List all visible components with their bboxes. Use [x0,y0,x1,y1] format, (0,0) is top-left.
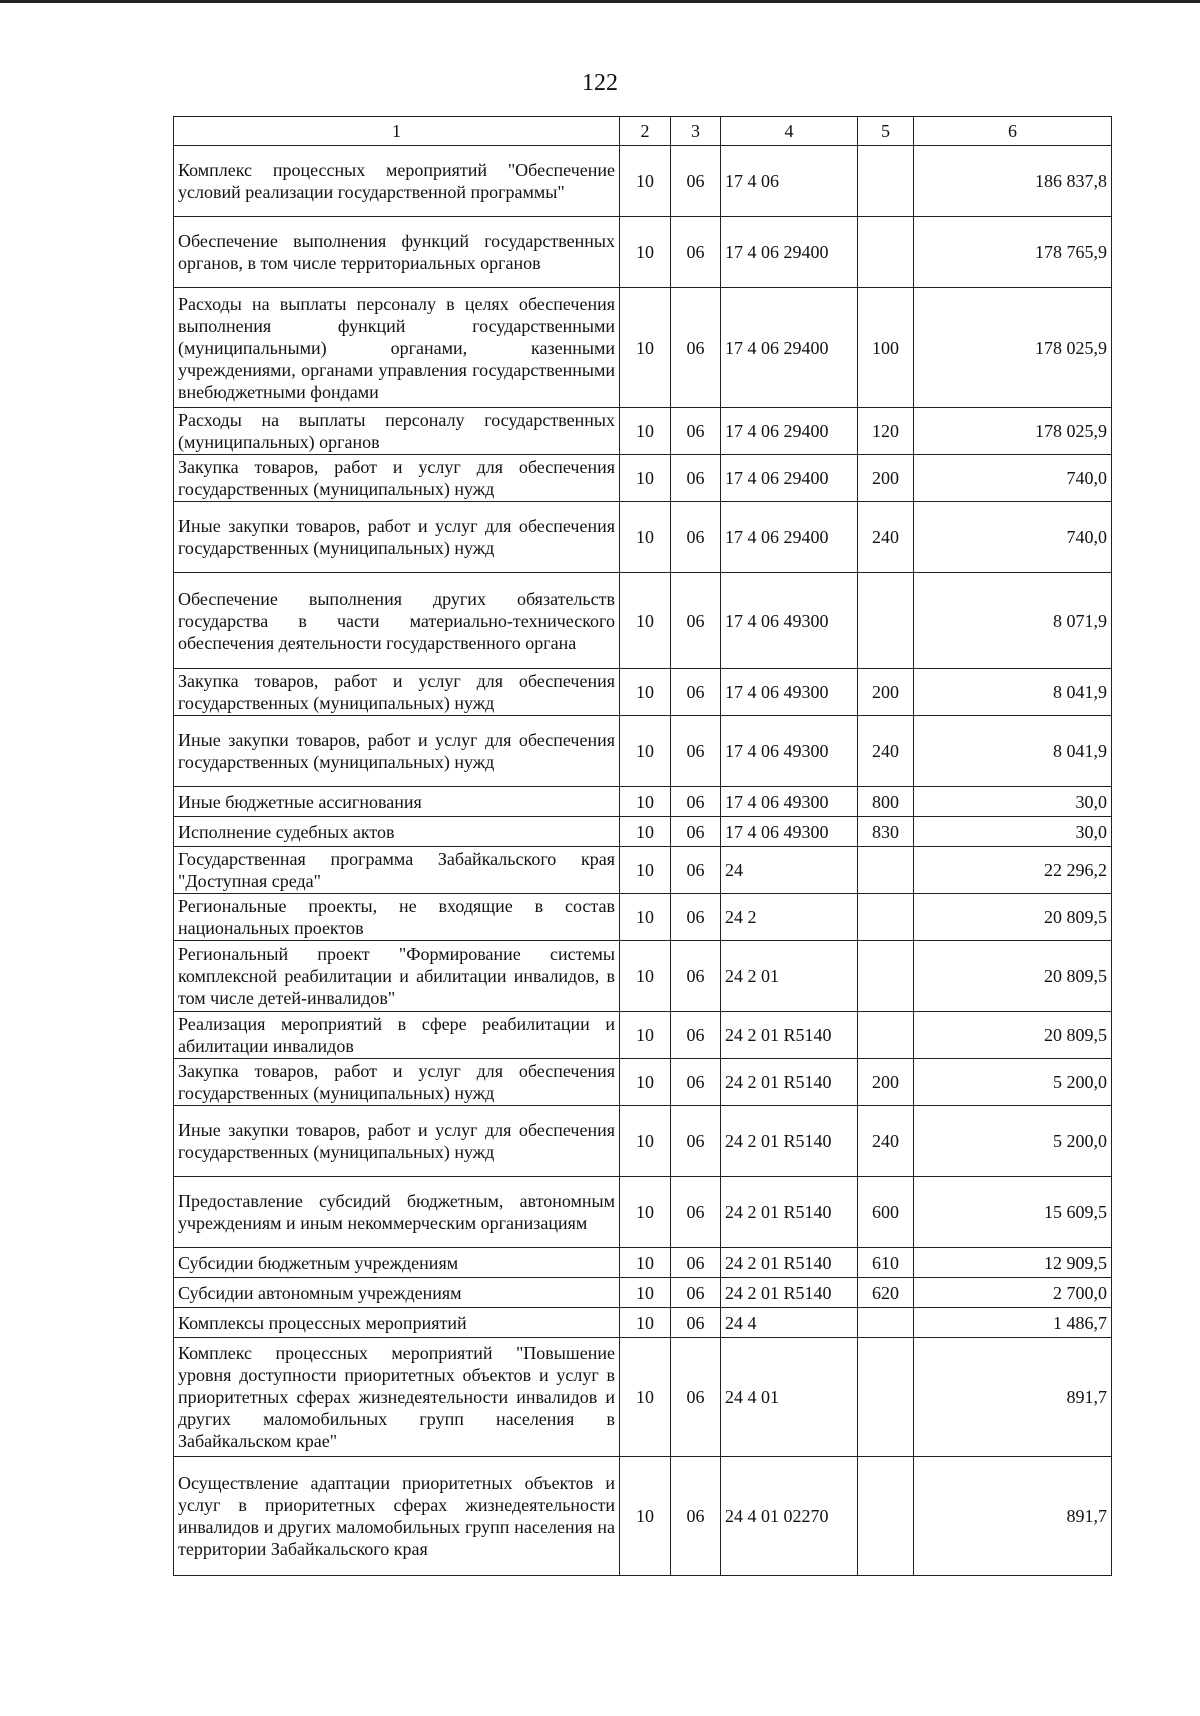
row-name: Расходы на выплаты персоналу государственных (муниципальных) органов [174,408,620,455]
row-target-code: 17 4 06 29400 [721,502,858,573]
row-name: Иные закупки товаров, работ и услуг для обеспечения государственных (муниципальных) нужд [174,1106,620,1177]
row-amount: 2 700,0 [914,1278,1112,1308]
row-subsection: 06 [671,146,721,217]
row-subsection: 06 [671,1012,721,1059]
row-target-code: 24 2 01 [721,941,858,1012]
header-col-4: 4 [721,117,858,146]
row-target-code: 17 4 06 49300 [721,817,858,847]
row-target-code: 24 4 [721,1308,858,1338]
row-amount: 30,0 [914,817,1112,847]
row-section: 10 [620,455,671,502]
row-subsection: 06 [671,847,721,894]
row-expense-type [858,847,914,894]
header-col-1: 1 [174,117,620,146]
page-number: 122 [582,70,618,96]
row-section: 10 [620,941,671,1012]
row-subsection: 06 [671,1338,721,1457]
table-row [174,1177,1112,1248]
row-target-code: 24 2 01 R5140 [721,1012,858,1059]
row-section: 10 [620,1338,671,1457]
table-row [174,1012,1112,1059]
row-amount: 740,0 [914,455,1112,502]
row-target-code: 17 4 06 29400 [721,288,858,408]
row-name: Государственная программа Забайкальского края "Доступная среда" [174,847,620,894]
row-name: Реализация мероприятий в сфере реабилитации и абилитации инвалидов [174,1012,620,1059]
header-row [174,117,1112,146]
row-section: 10 [620,1248,671,1278]
row-target-code: 24 4 01 [721,1338,858,1457]
row-subsection: 06 [671,1059,721,1106]
row-section: 10 [620,502,671,573]
row-target-code: 24 2 01 R5140 [721,1106,858,1177]
row-amount: 20 809,5 [914,941,1112,1012]
row-expense-type: 830 [858,817,914,847]
table-row [174,1457,1112,1576]
header-col-2: 2 [620,117,671,146]
row-expense-type [858,573,914,669]
row-target-code: 24 [721,847,858,894]
table-row [174,146,1112,217]
row-expense-type: 100 [858,288,914,408]
row-expense-type: 800 [858,787,914,817]
row-expense-type [858,217,914,288]
row-section: 10 [620,716,671,787]
row-section: 10 [620,1457,671,1576]
row-name: Обеспечение выполнения функций государственных органов, в том числе территориальных органов [174,217,620,288]
row-name: Региональные проекты, не входящие в состав национальных проектов [174,894,620,941]
row-section: 10 [620,1106,671,1177]
row-subsection: 06 [671,288,721,408]
row-amount: 22 296,2 [914,847,1112,894]
row-subsection: 06 [671,1248,721,1278]
row-subsection: 06 [671,817,721,847]
budget-table [173,116,1112,1576]
row-amount: 5 200,0 [914,1106,1112,1177]
row-subsection: 06 [671,217,721,288]
row-section: 10 [620,1012,671,1059]
row-subsection: 06 [671,408,721,455]
row-name: Иные бюджетные ассигнования [174,787,620,817]
row-expense-type: 200 [858,455,914,502]
row-amount: 8 041,9 [914,669,1112,716]
row-amount: 8 071,9 [914,573,1112,669]
row-subsection: 06 [671,669,721,716]
row-expense-type [858,1338,914,1457]
row-expense-type: 200 [858,1059,914,1106]
row-expense-type: 600 [858,1177,914,1248]
table-row [174,573,1112,669]
row-subsection: 06 [671,1106,721,1177]
header-col-6: 6 [914,117,1112,146]
row-target-code: 17 4 06 49300 [721,787,858,817]
row-subsection: 06 [671,502,721,573]
row-name: Закупка товаров, работ и услуг для обеспечения государственных (муниципальных) нужд [174,455,620,502]
table-row [174,1308,1112,1338]
row-section: 10 [620,847,671,894]
row-section: 10 [620,288,671,408]
row-section: 10 [620,894,671,941]
row-name: Обеспечение выполнения других обязательств государства в части материально-технического обеспечения деятельности государственного органа [174,573,620,669]
row-subsection: 06 [671,716,721,787]
row-name: Субсидии бюджетным учреждениям [174,1248,620,1278]
row-name: Комплексы процессных мероприятий [174,1308,620,1338]
row-subsection: 06 [671,455,721,502]
row-subsection: 06 [671,894,721,941]
row-subsection: 06 [671,1177,721,1248]
row-name: Региональный проект "Формирование системы комплексной реабилитации и абилитации инвалидов, в том числе детей-инвалидов" [174,941,620,1012]
table-row [174,787,1112,817]
table-row [174,1106,1112,1177]
row-amount: 186 837,8 [914,146,1112,217]
row-target-code: 24 4 01 02270 [721,1457,858,1576]
row-name: Иные закупки товаров, работ и услуг для обеспечения государственных (муниципальных) нужд [174,716,620,787]
table-row [174,1059,1112,1106]
row-expense-type: 120 [858,408,914,455]
row-expense-type: 240 [858,502,914,573]
row-section: 10 [620,217,671,288]
table-row [174,288,1112,408]
row-target-code: 17 4 06 49300 [721,573,858,669]
row-target-code: 17 4 06 [721,146,858,217]
row-amount: 20 809,5 [914,1012,1112,1059]
row-target-code: 24 2 01 R5140 [721,1177,858,1248]
row-amount: 15 609,5 [914,1177,1112,1248]
table-row [174,817,1112,847]
row-amount: 891,7 [914,1457,1112,1576]
row-expense-type [858,894,914,941]
row-amount: 5 200,0 [914,1059,1112,1106]
row-expense-type: 240 [858,716,914,787]
row-expense-type [858,146,914,217]
row-section: 10 [620,669,671,716]
row-expense-type: 610 [858,1248,914,1278]
row-target-code: 17 4 06 29400 [721,217,858,288]
row-subsection: 06 [671,1457,721,1576]
table-row [174,502,1112,573]
row-expense-type: 200 [858,669,914,716]
row-amount: 1 486,7 [914,1308,1112,1338]
top-border-line [0,0,1200,3]
row-name: Исполнение судебных актов [174,817,620,847]
row-section: 10 [620,573,671,669]
row-target-code: 24 2 [721,894,858,941]
row-expense-type [858,1308,914,1338]
row-name: Расходы на выплаты персоналу в целях обеспечения выполнения функций государственными (муниципальными) органами, казенными учреждениями, органами управления государственными внебюджетными фондами [174,288,620,408]
row-target-code: 17 4 06 49300 [721,669,858,716]
row-amount: 178 765,9 [914,217,1112,288]
row-name: Комплекс процессных мероприятий "Повышение уровня доступности приоритетных объектов и услуг в приоритетных сферах жизнедеятельности инвалидов и других маломобильных групп населения в Забайкальском крае" [174,1338,620,1457]
table-row [174,1278,1112,1308]
row-target-code: 24 2 01 R5140 [721,1248,858,1278]
row-subsection: 06 [671,573,721,669]
row-name: Предоставление субсидий бюджетным, автономным учреждениям и иным некоммерческим организациям [174,1177,620,1248]
row-section: 10 [620,1177,671,1248]
row-amount: 30,0 [914,787,1112,817]
row-expense-type [858,941,914,1012]
row-subsection: 06 [671,941,721,1012]
row-target-code: 24 2 01 R5140 [721,1059,858,1106]
row-amount: 178 025,9 [914,408,1112,455]
row-name: Иные закупки товаров, работ и услуг для обеспечения государственных (муниципальных) нужд [174,502,620,573]
table-row [174,217,1112,288]
header-col-3: 3 [671,117,721,146]
table-row [174,1248,1112,1278]
row-section: 10 [620,1308,671,1338]
row-subsection: 06 [671,787,721,817]
row-section: 10 [620,1059,671,1106]
row-name: Комплекс процессных мероприятий "Обеспечение условий реализации государственной программы" [174,146,620,217]
row-name: Осуществление адаптации приоритетных объектов и услуг в приоритетных сферах жизнедеятельности инвалидов и других маломобильных групп населения на территории Забайкальского края [174,1457,620,1576]
row-section: 10 [620,146,671,217]
row-name: Закупка товаров, работ и услуг для обеспечения государственных (муниципальных) нужд [174,1059,620,1106]
row-expense-type [858,1012,914,1059]
row-expense-type: 620 [858,1278,914,1308]
row-amount: 740,0 [914,502,1112,573]
row-target-code: 17 4 06 49300 [721,716,858,787]
table-row [174,894,1112,941]
row-section: 10 [620,408,671,455]
table-row [174,716,1112,787]
row-amount: 20 809,5 [914,894,1112,941]
table-row [174,1338,1112,1457]
row-section: 10 [620,1278,671,1308]
row-section: 10 [620,787,671,817]
table-row [174,408,1112,455]
row-name: Субсидии автономным учреждениям [174,1278,620,1308]
row-expense-type: 240 [858,1106,914,1177]
row-subsection: 06 [671,1308,721,1338]
table-row [174,847,1112,894]
row-subsection: 06 [671,1278,721,1308]
row-section: 10 [620,817,671,847]
row-amount: 891,7 [914,1338,1112,1457]
row-amount: 178 025,9 [914,288,1112,408]
row-expense-type [858,1457,914,1576]
table-row [174,455,1112,502]
row-target-code: 24 2 01 R5140 [721,1278,858,1308]
table-row [174,941,1112,1012]
row-target-code: 17 4 06 29400 [721,455,858,502]
row-target-code: 17 4 06 29400 [721,408,858,455]
row-amount: 12 909,5 [914,1248,1112,1278]
table-row [174,669,1112,716]
header-col-5: 5 [858,117,914,146]
row-name: Закупка товаров, работ и услуг для обеспечения государственных (муниципальных) нужд [174,669,620,716]
row-amount: 8 041,9 [914,716,1112,787]
